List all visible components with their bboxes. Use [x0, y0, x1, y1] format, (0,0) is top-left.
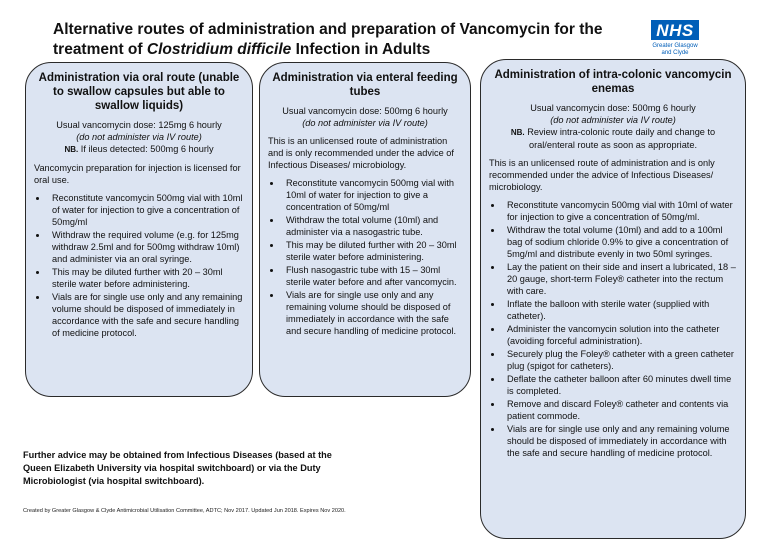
oral-dose-text: Usual vancomycin dose: 125mg 6 hourly [56, 120, 222, 130]
nhs-logo [640, 20, 710, 57]
enteral-licence-note: This is an unlicensed route of administration and is only recommended under the advice of Infectious Diseases/ microbiology. [268, 136, 454, 170]
title-line-2-post: Infection in Adults [291, 41, 431, 58]
list-item: • Lay the patient on their side and insert a lubricated, 18 – 20 gauge, short-term Foley® catheter into the rectum with care. [503, 261, 739, 297]
list-item: • Vials are for single use only and any remaining volume should be disposed of immediately in accordance with the safe and secure handling of medicine protocol. [282, 289, 464, 337]
oral-nb-label: NB. [64, 145, 79, 154]
enteral-dose-text: Usual vancomycin dose: 500mg 6 hourly [282, 106, 448, 116]
list-item: • Vials are for single use only and any remaining volume should be disposed of immediately in accordance with the safe and secure handling of medicine protocol. [503, 423, 739, 459]
nhs-board-line-1: Greater Glasgow [652, 43, 698, 49]
list-item: • Withdraw the total volume (10ml) and administer via a nasogastric tube. [282, 214, 464, 238]
list-item: • Reconstitute vancomycin 500mg vial with 10ml of water for injection to give a concentration of 50mg/ml [282, 177, 464, 213]
list-item: • Flush nasogastric tube with 15 – 30ml sterile water before and after vancomycin. [282, 264, 464, 288]
oral-route-panel [25, 62, 253, 397]
intracolonic-route-panel [480, 59, 746, 539]
title-organism: Clostridium difficile [146, 41, 292, 58]
enteral-dose [268, 105, 462, 129]
list-item: • Reconstitute vancomycin 500mg vial with 10ml of water for injection to give a concentration of 50mg/ml [48, 192, 246, 228]
nhs-board-name [640, 43, 710, 57]
nhs-logo-mark: NHS [651, 20, 698, 40]
further-advice: Further advice may be obtained from Infectious Diseases (based at the Queen Elizabeth University via hospital switchboard) or via the Duty Microbiologist (via hospital switchboard). [23, 450, 332, 486]
enteral-route-panel [259, 62, 471, 397]
list-item: • Vials are for single use only and any remaining volume should be disposed of immediately in accordance with the safe and secure handling of medicine protocol. [48, 291, 246, 339]
list-item: • Deflate the catheter balloon after 60 minutes dwell time is completed. [503, 373, 739, 397]
footer-credits: Created by Greater Glasgow & Clyde Antimicrobial Utilisation Committee, ADTC; Nov 2017. Updated Jun 2018. Expires Nov 2020. [23, 508, 346, 514]
title-line-1: Alternative routes of administration and preparation of Vancomycin for the [53, 21, 603, 38]
enteral-route-heading: Administration via enteral feeding tubes [272, 72, 458, 98]
oral-nb-text: If ileus detected: 500mg 6 hourly [78, 144, 214, 154]
list-item: • Administer the vancomycin solution into the catheter (avoiding forceful administration). [503, 323, 739, 347]
intracolonic-dose [489, 102, 737, 151]
oral-steps-list [34, 192, 246, 339]
intracolonic-nb-label: NB. [510, 128, 525, 137]
oral-route-heading: Administration via oral route (unable to swallow capsules but able to swallow liquids) [38, 72, 240, 112]
list-item: • Remove and discard Foley® catheter and contents via patient commode. [503, 398, 739, 422]
intracolonic-nb-text: Review intra-colonic route daily and change to oral/enteral route as soon as appropriate. [524, 127, 716, 150]
intracolonic-steps-list [489, 199, 739, 459]
intracolonic-dose-note: (do not administer via IV route) [550, 115, 676, 125]
list-item: • Inflate the balloon with sterile water (supplied with catheter). [503, 298, 739, 322]
enteral-steps-list [268, 177, 464, 337]
oral-dose [34, 119, 244, 156]
nhs-board-line-2: and Clyde [661, 50, 689, 56]
oral-dose-note: (do not administer via IV route) [76, 132, 202, 142]
intracolonic-licence-note: This is an unlicensed route of administration and is only recommended under the advice of Infectious Diseases/ microbiology. [489, 158, 715, 192]
list-item: • This may be diluted further with 20 – 30ml sterile water before administering. [282, 239, 464, 263]
oral-licence-note: Vancomycin preparation for injection is licensed for oral use. [34, 163, 241, 185]
intracolonic-dose-text: Usual vancomycin dose: 500mg 6 hourly [530, 103, 696, 113]
title-line-2-pre: treatment of [53, 41, 147, 58]
intracolonic-route-heading: Administration of intra-colonic vancomycin enemas [494, 69, 732, 95]
enteral-dose-note: (do not administer via IV route) [302, 118, 428, 128]
list-item: • Withdraw the required volume (e.g. for 125mg withdraw 2.5ml and for 500mg withdraw 10ml) and administer via an oral syringe. [48, 229, 246, 265]
list-item: • Securely plug the Foley® catheter with a green catheter plug (spigot for catheters). [503, 348, 739, 372]
list-item: • Reconstitute vancomycin 500mg vial with 10ml of water for injection to give a concentration of 50mg/ml. [503, 199, 739, 223]
list-item: • This may be diluted further with 20 – 30ml sterile water before administering. [48, 266, 246, 290]
list-item: • Withdraw the total volume (10ml) and add to a 100ml bag of sodium chloride 0.9% to give a concentration of 5mg/ml and distribute evenly in two 50ml syringes. [503, 224, 739, 260]
page-title [53, 20, 613, 60]
